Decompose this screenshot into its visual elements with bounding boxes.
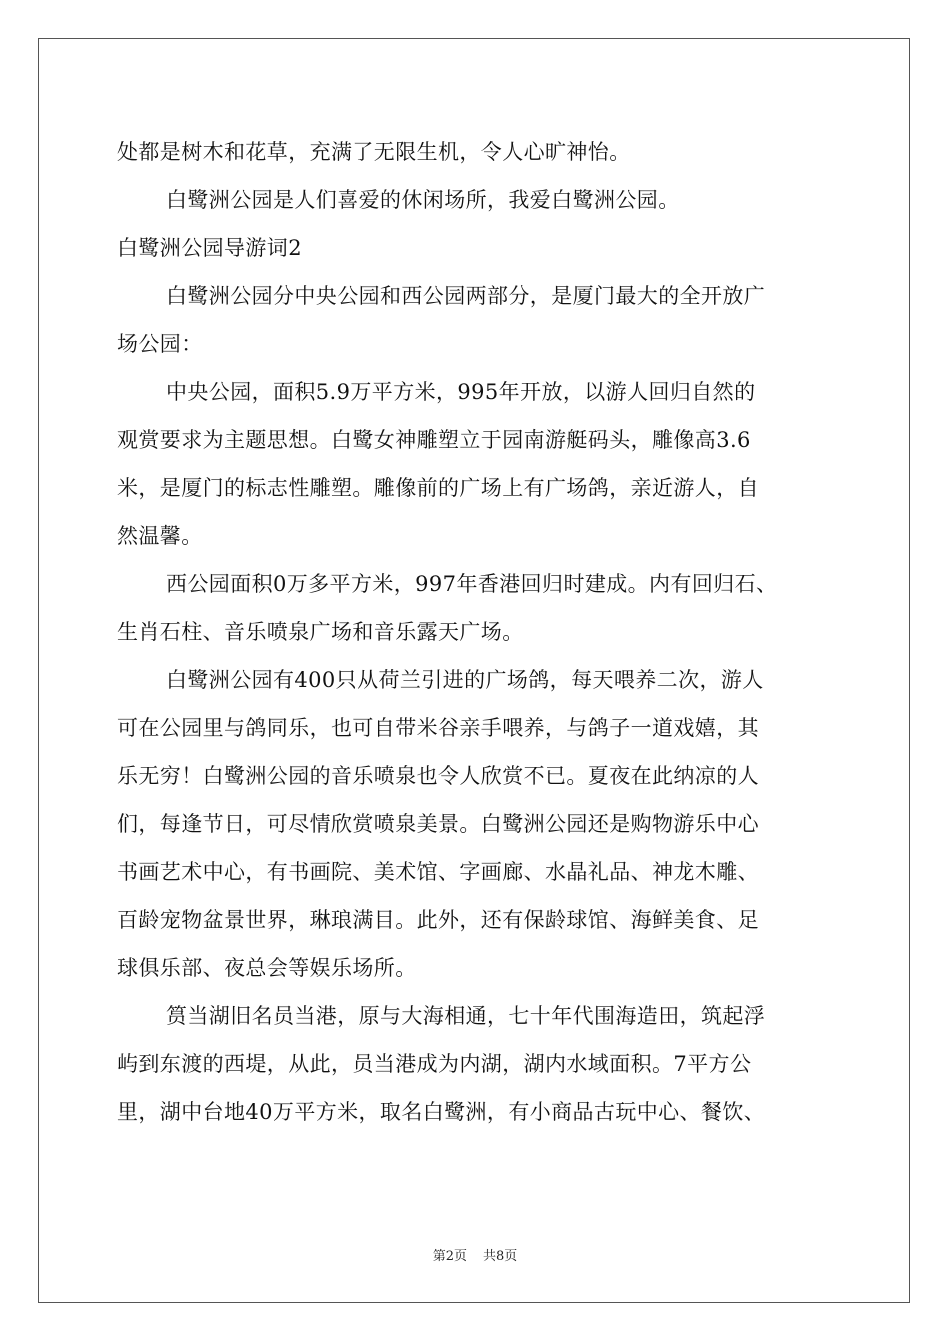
current-page-label: 第2页 [432,1249,467,1264]
text-line: 乐无穷！白鹭洲公园的音乐喷泉也令人欣赏不已。夏夜在此纳凉的人 [117,764,759,788]
text-line: 处都是树木和花草，充满了无限生机，令人心旷神怡。 [117,140,631,164]
text-line: 筼当湖旧名员当港，原与大海相通，七十年代围海造田，筑起浮 [166,1004,766,1028]
text-line: 白鹭洲公园是人们喜爱的休闲场所，我爱白鹭洲公园。 [166,188,680,212]
text-line: 白鹭洲公园有400只从荷兰引进的广场鸽，每天喂养二次，游人 [166,668,764,692]
text-line: 百龄宠物盆景世界，琳琅满目。此外，还有保龄球馆、海鲜美食、足 [117,908,759,932]
text-line: 球俱乐部、夜总会等娱乐场所。 [117,956,417,980]
text-line: 里，湖中台地40万平方米，取名白鹭洲，有小商品古玩中心、餐饮、 [117,1100,766,1124]
text-line: 书画艺术中心，有书画院、美术馆、字画廊、水晶礼品、神龙木雕、 [117,860,759,884]
text-line: 屿到东渡的西堤，从此，员当港成为内湖，湖内水域面积。7平方公 [117,1052,752,1076]
text-line: 然温馨。 [117,524,203,548]
text-line: 米，是厦门的标志性雕塑。雕像前的广场上有广场鸽，亲近游人，自 [117,476,759,500]
document-body [117,128,837,1136]
text-line: 场公园： [117,332,203,356]
page-footer [0,1248,950,1266]
text-line: 生肖石柱、音乐喷泉广场和音乐露天广场。 [117,620,524,644]
section-heading: 白鹭洲公园导游词2 [117,236,302,260]
text-line: 西公园面积0万多平方米，997年香港回归时建成。内有回归石、 [166,572,778,596]
text-line: 可在公园里与鸽同乐，也可自带米谷亲手喂养，与鸽子一道戏嬉，其 [117,716,759,740]
text-line: 中央公园，面积5.9万平方米，995年开放，以游人回归自然的 [166,380,756,404]
text-line: 观赏要求为主题思想。白鹭女神雕塑立于园南游艇码头，雕像高3.6 [117,428,751,452]
total-pages-label: 共8页 [483,1249,518,1264]
text-line: 们，每逢节日，可尽情欣赏喷泉美景。白鹭洲公园还是购物游乐中心 [117,812,759,836]
text-line: 白鹭洲公园分中央公园和西公园两部分，是厦门最大的全开放广 [166,284,766,308]
